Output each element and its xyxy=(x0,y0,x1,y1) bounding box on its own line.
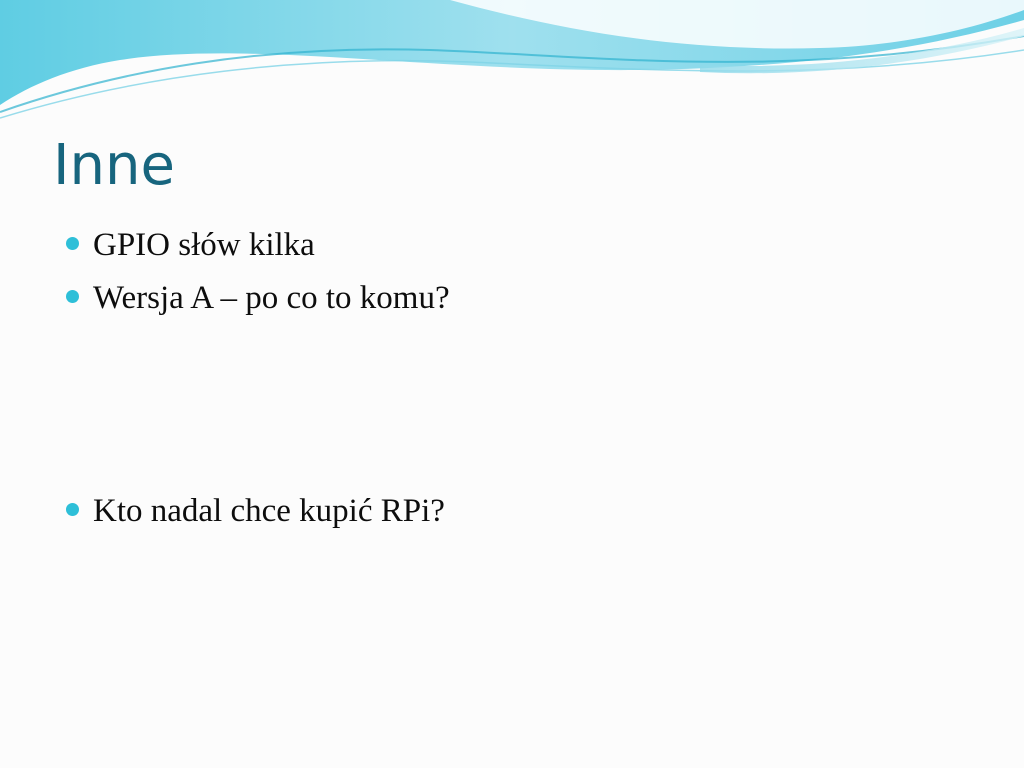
bullet-text: GPIO słów kilka xyxy=(93,227,315,263)
bullet-item xyxy=(66,491,445,531)
bullet-item xyxy=(66,278,450,318)
wave-header-decoration xyxy=(0,0,1024,130)
bullet-marker-icon xyxy=(66,290,79,303)
bullet-text: Wersja A – po co to komu? xyxy=(93,280,450,316)
bullet-text: Kto nadal chce kupić RPi? xyxy=(93,493,445,529)
bullet-marker-icon xyxy=(66,237,79,250)
bullet-item xyxy=(66,225,315,265)
slide-title: Inne xyxy=(53,133,175,198)
bullet-marker-icon xyxy=(66,503,79,516)
